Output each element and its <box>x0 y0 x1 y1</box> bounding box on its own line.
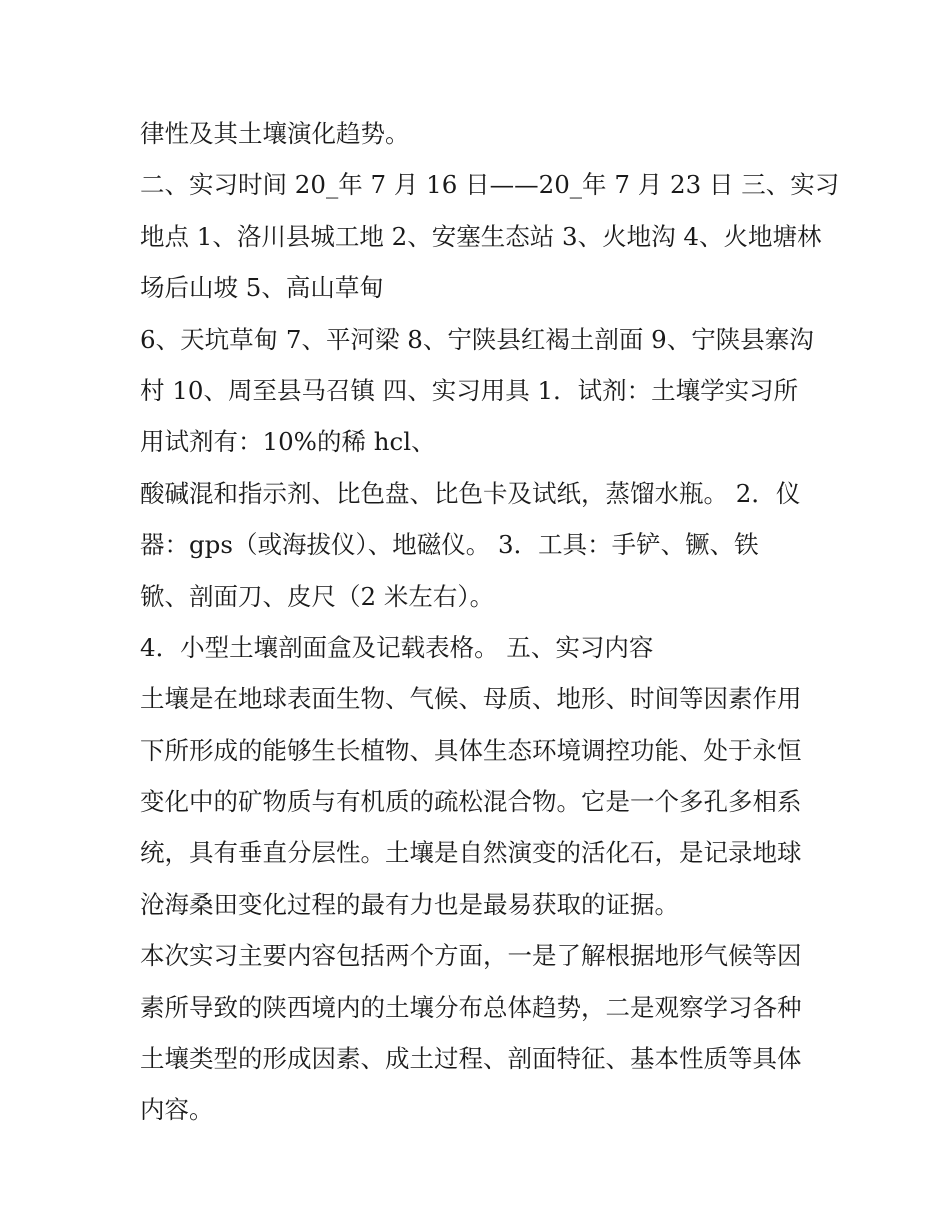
text-line: 本次实习主要内容包括两个方面，一是了解根据地形气候等因 <box>140 941 802 971</box>
text-line: 统，具有垂直分层性。土壤是自然演变的活化石，是记录地球 <box>140 838 802 868</box>
text-line: 二、实习时间 20_年 7 月 16 日——20_年 7 月 23 日 三、实习 <box>140 170 840 200</box>
text-line: 场后山坡 5、高山草甸 <box>140 273 384 303</box>
text-line: 沧海桑田变化过程的最有力也是最易获取的证据。 <box>140 889 679 919</box>
text-line: 素所导致的陕西境内的土壤分布总体趋势，二是观察学习各种 <box>140 992 802 1022</box>
text-line: 内容。 <box>140 1095 214 1125</box>
text-line: 4．小型土壤剖面盒及记载表格。 五、实习内容 <box>140 632 654 662</box>
text-line: 下所形成的能够生长植物、具体生态环境调控功能、处于永恒 <box>140 735 802 765</box>
text-line: 酸碱混和指示剂、比色盘、比色卡及试纸，蒸馏水瓶。 2．仪 <box>140 478 801 508</box>
document-body <box>140 108 840 1136</box>
text-line: 变化中的矿物质与有机质的疏松混合物。它是一个多孔多相系 <box>140 787 802 817</box>
text-line: 用试剂有：10%的稀 hcl、 <box>140 427 436 457</box>
text-line: 地点 1、洛川县城工地 2、安塞生态站 3、火地沟 4、火地塘林 <box>140 221 822 251</box>
text-line: 律性及其土壤演化趋势。 <box>140 119 410 148</box>
text-line: 土壤类型的形成因素、成土过程、剖面特征、基本性质等具体 <box>140 1044 802 1074</box>
text-line: 锨、剖面刀、皮尺（2 米左右）。 <box>140 581 495 611</box>
text-line: 6、天坑草甸 7、平河梁 8、宁陕县红褐土剖面 9、宁陕县寨沟 <box>140 324 814 354</box>
text-line: 器：gps（或海拔仪）、地磁仪。 3．工具：手铲、镢、铁 <box>140 530 759 560</box>
text-line: 土壤是在地球表面生物、气候、母质、地形、时间等因素作用 <box>140 684 802 714</box>
text-line: 村 10、周至县马召镇 四、实习用具 1．试剂：土壤学实习所 <box>140 375 799 405</box>
